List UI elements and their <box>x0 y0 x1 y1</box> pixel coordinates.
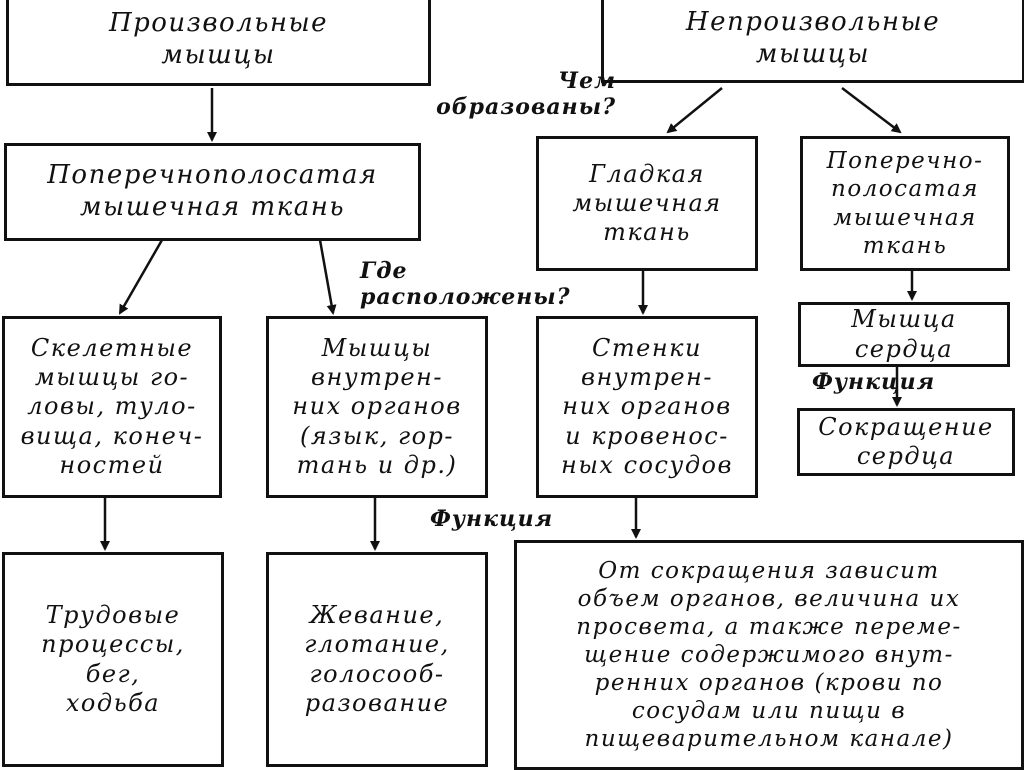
location-question: Где расположены? <box>360 258 571 311</box>
arrow-involuntary-to-striated-right <box>842 88 900 132</box>
voluntary-muscles-box: Произвольные мышцы <box>6 0 431 86</box>
internal-organ-muscles-box: Мышцы внутрен- них органов (язык, гор- тань и др.) <box>266 316 488 498</box>
striated-tissue-right-box: Поперечно- полосатая мышечная ткань <box>800 136 1010 271</box>
labor-function-box: Трудовые процессы, бег, ходьба <box>2 552 224 767</box>
heart-muscle-box: Мышца сердца <box>798 302 1010 367</box>
involuntary-muscles-box: Непроизвольные мышцы <box>601 0 1024 83</box>
smooth-tissue-box: Гладкая мышечная ткань <box>536 136 758 271</box>
chewing-function-box: Жевание, глотание, голосооб- разование <box>266 552 488 767</box>
skeletal-muscles-box: Скелетные мышцы го- ловы, туло- вища, конеч- ностей <box>2 316 222 498</box>
function-label-center: Функция <box>430 506 554 532</box>
arrow-striated-to-internal <box>320 240 333 313</box>
organ-walls-box: Стенки внутрен- них органов и кровенос- ных сосудов <box>536 316 758 498</box>
smooth-function-box: От сокращения зависит объем органов, величина их просвета, а также переме- щение содержимого внут- ренних органов (крови по сосудам или пищи в пищеварительном канале) <box>514 540 1024 770</box>
arrow-involuntary-to-smooth <box>668 88 722 132</box>
striated-tissue-left-box: Поперечнополосатая мышечная ткань <box>4 143 421 241</box>
formed-by-question: Чем образованы? <box>436 68 616 121</box>
arrow-striated-to-skeletal <box>120 240 162 313</box>
heart-contraction-box: Сокращение сердца <box>797 408 1015 476</box>
function-label-right: Функция <box>812 369 936 395</box>
